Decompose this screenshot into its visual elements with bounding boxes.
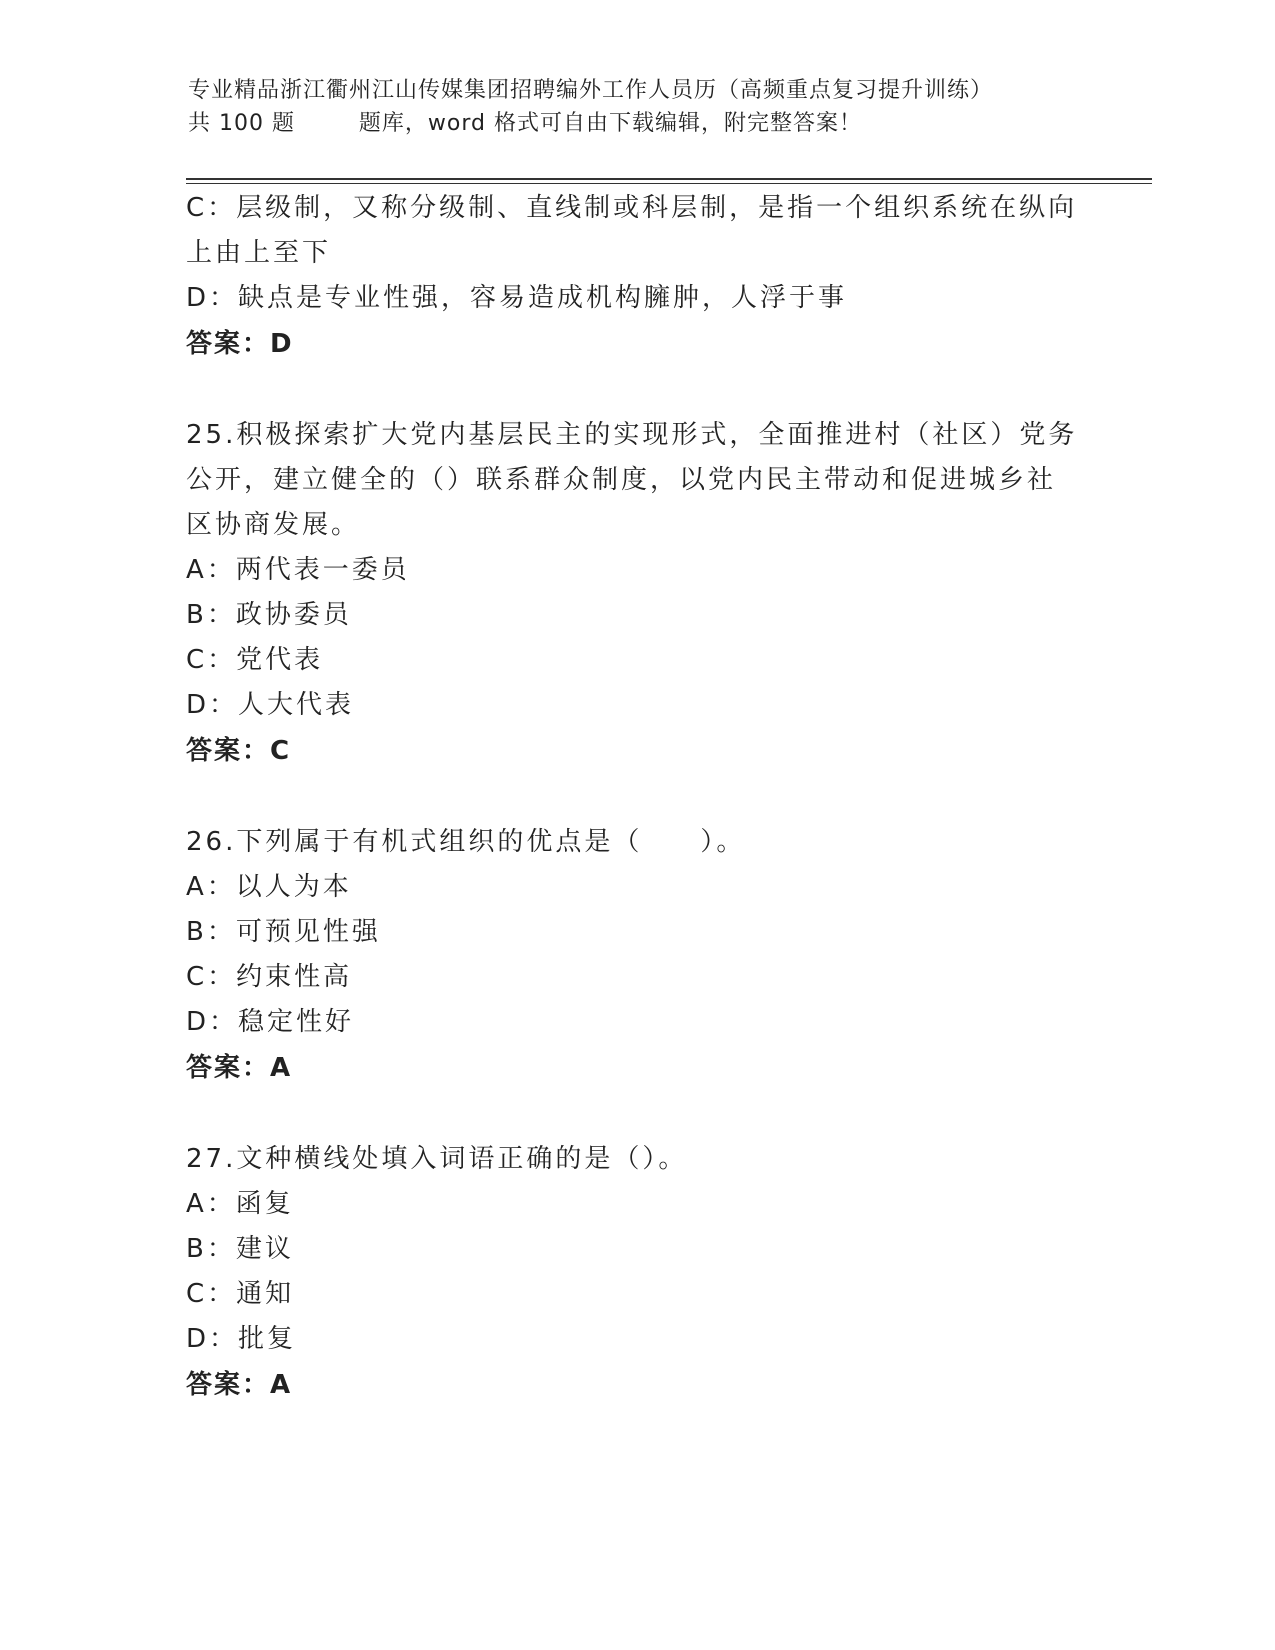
option-c: C：通知: [186, 1279, 295, 1309]
option-c: C：约束性高: [186, 962, 353, 992]
question-block-24: [186, 186, 1086, 368]
option-a: A：函复: [186, 1189, 294, 1219]
option-b: B：政协委员: [186, 600, 352, 630]
option-c: C：党代表: [186, 645, 324, 675]
option-b: B：可预见性强: [186, 917, 381, 947]
spacer: [186, 775, 1086, 820]
option-line: C：层级制，又称分级制、直线制或科层制，是指一个组织系统在纵向: [186, 193, 1078, 223]
question-content: [186, 186, 1086, 1409]
header-title-line: 专业精品浙江衢州江山传媒集团招聘编外工作人员历（高频重点复习提升训练）: [188, 78, 994, 103]
option-d: D：批复: [186, 1324, 297, 1354]
question-block-25: [186, 413, 1086, 775]
option-a: A：两代表一委员: [186, 555, 410, 585]
question-block-26: [186, 820, 1086, 1092]
option-d: D：稳定性好: [186, 1007, 355, 1037]
answer-line: 答案：D: [186, 329, 294, 359]
option-b: B：建议: [186, 1234, 294, 1264]
option-line: D：缺点是专业性强，容易造成机构臃肿，人浮于事: [186, 283, 848, 313]
question-text-line: 公开，建立健全的（）联系群众制度，以党内民主带动和促进城乡社: [186, 465, 1057, 495]
option-a: A：以人为本: [186, 872, 352, 902]
answer-line: 答案：A: [186, 1053, 293, 1083]
spacer: [186, 368, 1086, 413]
answer-line: 答案：C: [186, 736, 292, 766]
question-text-line: 25.积极探索扩大党内基层民主的实现形式，全面推进村（社区）党务: [186, 420, 1078, 450]
question-text-line: 26.下列属于有机式组织的优点是（ ）。: [186, 827, 746, 857]
option-line: 上由上至下: [186, 238, 332, 268]
answer-line: 答案：A: [186, 1370, 293, 1400]
question-block-27: [186, 1137, 1086, 1409]
spacer: [186, 1092, 1086, 1137]
question-text-line: 27.文种横线处填入词语正确的是（）。: [186, 1144, 688, 1174]
option-d: D：人大代表: [186, 690, 355, 720]
header-subtitle-line: 共 100 题 题库，word 格式可自由下载编辑，附完整答案！: [188, 111, 862, 136]
header-divider-thick: [186, 178, 1152, 180]
header-divider-thin: [186, 183, 1152, 184]
page-header: [188, 74, 1088, 140]
question-text-line: 区协商发展。: [186, 510, 361, 540]
